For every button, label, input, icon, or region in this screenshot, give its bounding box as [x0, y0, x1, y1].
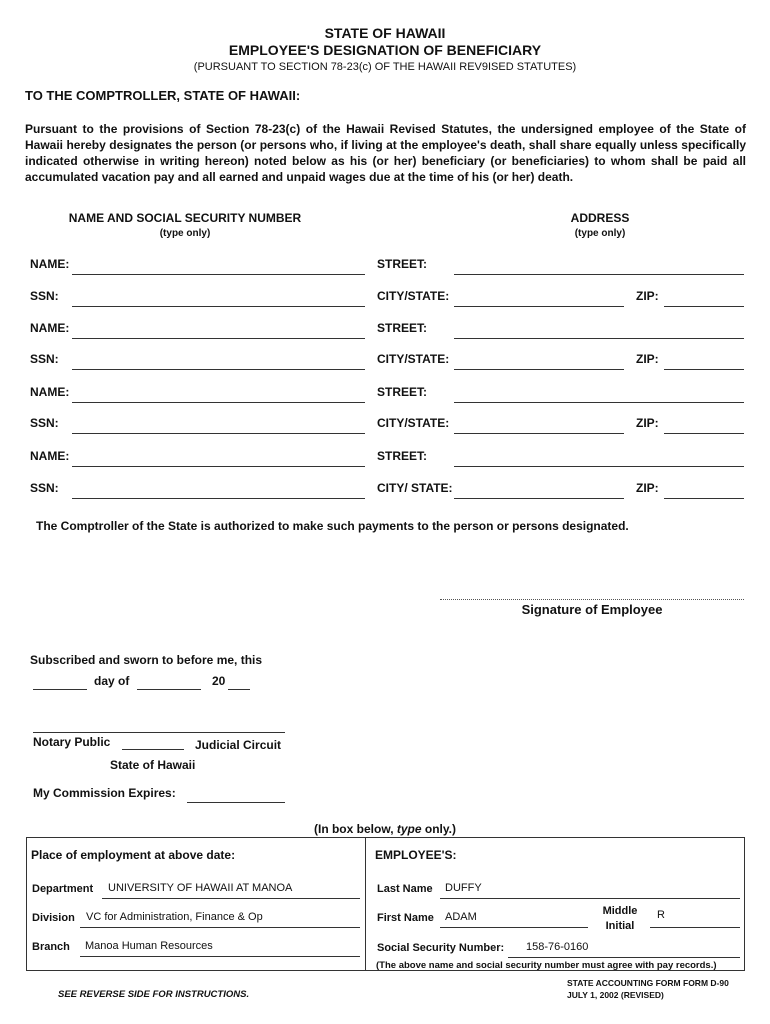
- addressee-line: TO THE COMPTROLLER, STATE OF HAWAII:: [25, 88, 301, 103]
- form-title: EMPLOYEE'S DESIGNATION OF BENEFICIARY: [228, 42, 542, 58]
- form-title-state: STATE OF HAWAII: [324, 25, 446, 41]
- beneficiary-3-ssn-label: SSN:: [30, 416, 59, 430]
- box-divider: [365, 837, 366, 971]
- beneficiary-4-name-label: NAME:: [30, 449, 70, 463]
- beneficiary-1-ssn-label: SSN:: [30, 289, 59, 303]
- beneficiary-1-zip-label: ZIP:: [636, 289, 659, 303]
- beneficiary-3-street-field[interactable]: [454, 402, 744, 403]
- form-identifier: STATE ACCOUNTING FORM FORM D-90: [567, 978, 729, 988]
- beneficiary-3-street-label: STREET:: [377, 385, 428, 399]
- intro-paragraph: Pursuant to the provisions of Section 78-23(c) of the Hawaii Revised Statutes, the undersigned employee of the State of Hawaii hereby designates the person (or persons who, if living at the employee's death, shall share equally unless specifically indicated otherwise in writing hereon) noted below as his (or her) beneficiary (or beneficiaries) to whom shall be paid all accumulated vacation pay and all earned and unpaid wages due at the time of his (or her) death.: [25, 122, 746, 184]
- branch-value[interactable]: Manoa Human Resources: [85, 940, 213, 952]
- authorization-statement: The Comptroller of the State is authorized to make such payments to the person or persons designated.: [36, 519, 629, 533]
- sworn-statement: Subscribed and sworn to before me, this: [30, 653, 263, 667]
- beneficiary-2-ssn-label: SSN:: [30, 352, 59, 366]
- employee-heading: EMPLOYEE'S:: [375, 848, 457, 862]
- beneficiary-4-name-field[interactable]: [72, 466, 365, 467]
- judicial-circuit-label: Judicial Circuit: [195, 738, 282, 752]
- last-name-field: [440, 898, 740, 899]
- day-of-label: day of: [94, 674, 130, 688]
- beneficiary-2-street-field[interactable]: [454, 338, 744, 339]
- division-field: [80, 927, 360, 928]
- pay-records-note: (The above name and social security number must agree with pay records.): [376, 960, 717, 971]
- beneficiary-3-city-field[interactable]: [454, 433, 624, 434]
- reverse-side-instructions: SEE REVERSE SIDE FOR INSTRUCTIONS.: [58, 989, 250, 1000]
- beneficiary-3-city-label: CITY/STATE:: [377, 416, 450, 430]
- beneficiary-2-city-field[interactable]: [454, 369, 624, 370]
- beneficiary-4-city-field[interactable]: [454, 498, 624, 499]
- box-instruction: (In box below, type only.): [313, 822, 457, 836]
- middle-initial-label-1: Middle: [602, 905, 638, 917]
- beneficiary-4-street-label: STREET:: [377, 449, 428, 463]
- beneficiary-3-zip-label: ZIP:: [636, 416, 659, 430]
- beneficiary-4-ssn-field[interactable]: [72, 498, 365, 499]
- middle-initial-field: [650, 927, 740, 928]
- year-prefix: 20: [212, 674, 226, 688]
- beneficiary-2-zip-field[interactable]: [664, 369, 744, 370]
- branch-label: Branch: [32, 941, 70, 953]
- last-name-label: Last Name: [377, 883, 433, 895]
- name-ssn-heading: NAME AND SOCIAL SECURITY NUMBER: [68, 211, 302, 225]
- beneficiary-4-zip-label: ZIP:: [636, 481, 659, 495]
- beneficiary-2-name-label: NAME:: [30, 321, 70, 335]
- address-note: (type only): [574, 228, 626, 239]
- employee-signature-label: Signature of Employee: [521, 602, 663, 617]
- beneficiary-4-zip-field[interactable]: [664, 498, 744, 499]
- branch-field: [80, 956, 360, 957]
- form-revision-date: JULY 1, 2002 (REVISED): [567, 990, 664, 1000]
- month-field[interactable]: [137, 689, 201, 690]
- department-value[interactable]: UNIVERSITY OF HAWAII AT MANOA: [108, 882, 293, 894]
- beneficiary-1-name-field[interactable]: [72, 274, 365, 275]
- beneficiary-1-street-field[interactable]: [454, 274, 744, 275]
- employee-signature-field[interactable]: [440, 599, 744, 600]
- middle-initial-label-2: Initial: [605, 920, 635, 932]
- address-heading: ADDRESS: [570, 211, 630, 225]
- middle-initial-value[interactable]: R: [657, 909, 665, 921]
- beneficiary-1-city-field[interactable]: [454, 306, 624, 307]
- name-ssn-note: (type only): [159, 228, 211, 239]
- beneficiary-2-street-label: STREET:: [377, 321, 428, 335]
- beneficiary-3-name-field[interactable]: [72, 402, 365, 403]
- department-label: Department: [32, 883, 94, 895]
- beneficiary-1-name-label: NAME:: [30, 257, 70, 271]
- notary-signature-field[interactable]: [33, 732, 285, 733]
- commission-expires-field[interactable]: [187, 802, 285, 803]
- ssn-field: [508, 957, 740, 958]
- commission-expires-label: My Commission Expires:: [33, 786, 176, 800]
- division-value[interactable]: VC for Administration, Finance & Op: [86, 911, 263, 923]
- beneficiary-1-street-label: STREET:: [377, 257, 428, 271]
- first-name-value[interactable]: ADAM: [445, 911, 477, 923]
- first-name-field: [440, 927, 588, 928]
- beneficiary-4-ssn-label: SSN:: [30, 481, 59, 495]
- beneficiary-3-name-label: NAME:: [30, 385, 70, 399]
- beneficiary-1-ssn-field[interactable]: [72, 306, 365, 307]
- beneficiary-3-zip-field[interactable]: [664, 433, 744, 434]
- beneficiary-2-zip-label: ZIP:: [636, 352, 659, 366]
- notary-state-label: State of Hawaii: [110, 758, 196, 772]
- beneficiary-2-ssn-field[interactable]: [72, 369, 365, 370]
- form-subtitle: (PURSUANT TO SECTION 78-23(c) OF THE HAWAII REV9ISED STATUTES): [193, 61, 577, 73]
- notary-public-label: Notary Public: [33, 735, 111, 749]
- employment-heading: Place of employment at above date:: [31, 848, 236, 862]
- beneficiary-1-zip-field[interactable]: [664, 306, 744, 307]
- ssn-value[interactable]: 158-76-0160: [526, 941, 589, 953]
- judicial-circuit-field[interactable]: [122, 749, 184, 750]
- beneficiary-2-name-field[interactable]: [72, 338, 365, 339]
- ssn-label: Social Security Number:: [377, 942, 505, 954]
- beneficiary-1-city-label: CITY/STATE:: [377, 289, 450, 303]
- department-field: [102, 898, 360, 899]
- beneficiary-4-street-field[interactable]: [454, 466, 744, 467]
- division-label: Division: [32, 912, 75, 924]
- beneficiary-4-city-label: CITY/ STATE:: [377, 481, 453, 495]
- beneficiary-2-city-label: CITY/STATE:: [377, 352, 450, 366]
- day-field[interactable]: [33, 689, 87, 690]
- year-field[interactable]: [228, 689, 250, 690]
- last-name-value[interactable]: DUFFY: [445, 882, 482, 894]
- first-name-label: First Name: [377, 912, 434, 924]
- beneficiary-3-ssn-field[interactable]: [72, 433, 365, 434]
